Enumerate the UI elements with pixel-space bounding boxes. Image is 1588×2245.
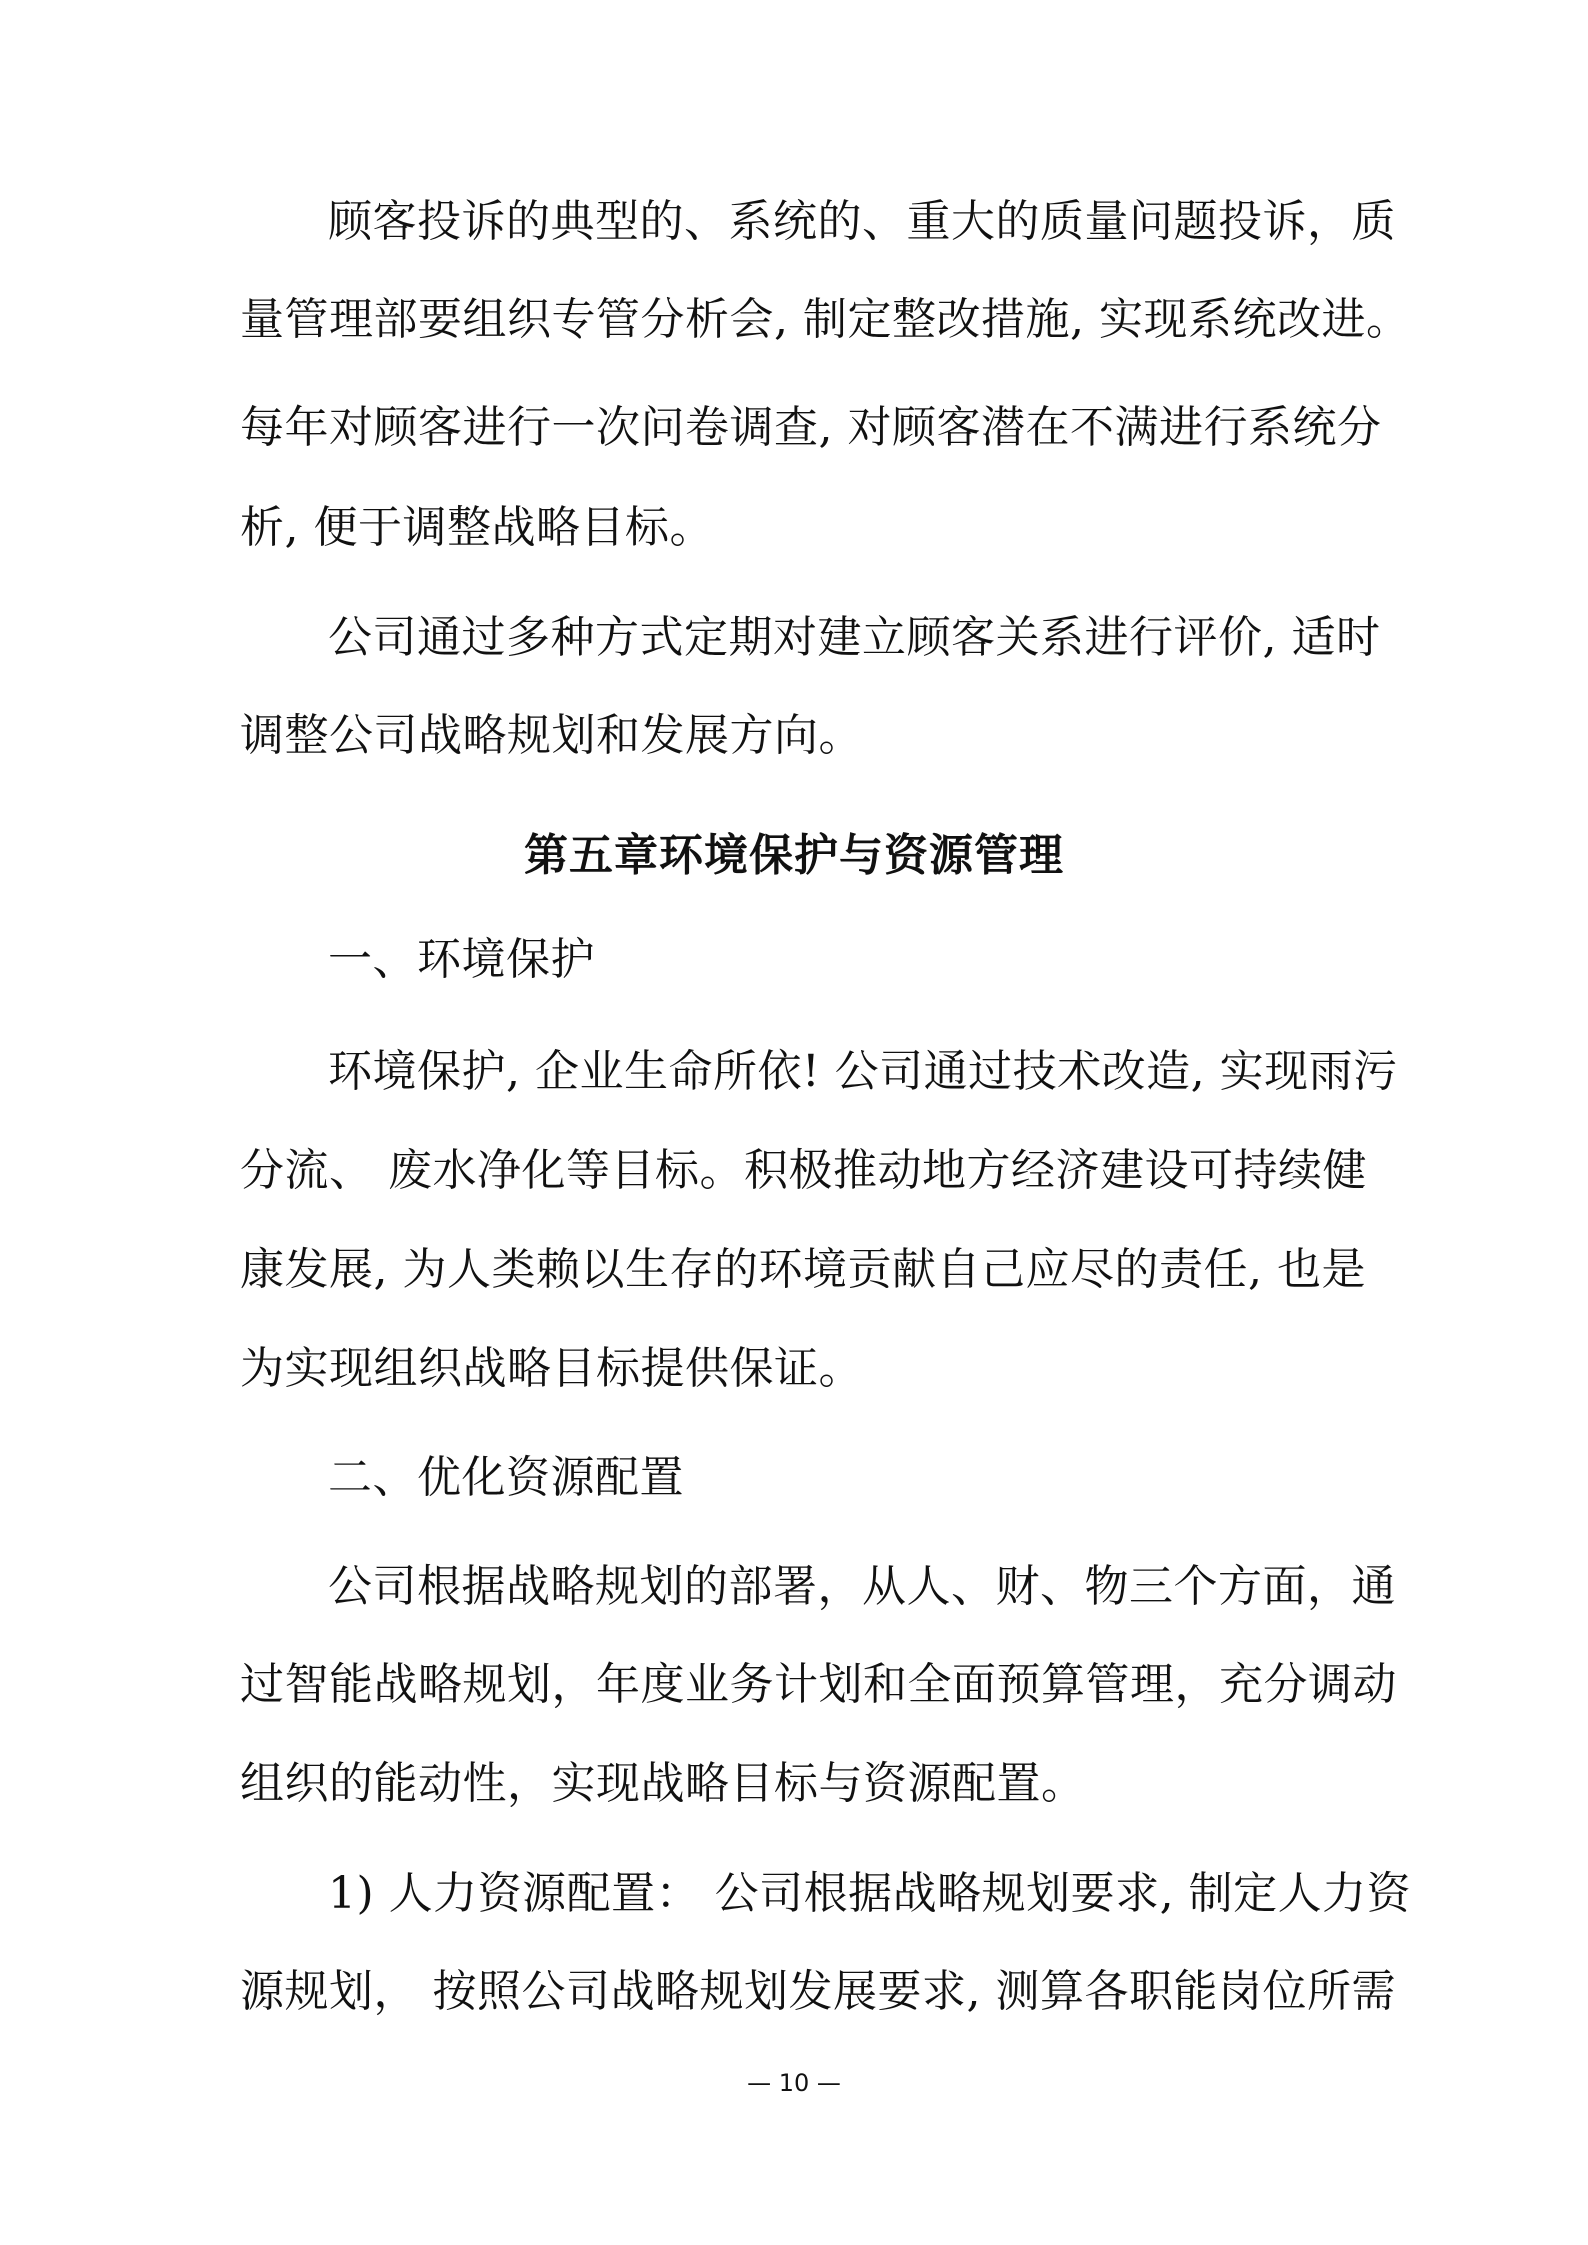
paragraph-line: 公司通过多种方式定期对建立顾客关系进行评价, 适时 [328,612,1381,663]
section-title: 二、优化资源配置 [328,1452,684,1503]
paragraph-line: 过智能战略规划，年度业务计划和全面预算管理，充分调动 [240,1659,1397,1710]
paragraph-line: 为实现组织战略目标提供保证。 [240,1343,863,1394]
section-title: 一、环境保护 [328,934,595,985]
chapter-title: 第五章环境保护与资源管理 [524,830,1064,881]
paragraph-line: 调整公司战略规划和发展方向。 [240,710,863,761]
paragraph-line: 析, 便于调整战略目标。 [240,502,714,553]
paragraph-line: 康发展, 为人类赖以生存的环境贡献自己应尽的责任, 也是 [240,1244,1366,1295]
paragraph-line: 分流、 废水净化等目标。积极推动地方经济建设可持续健 [240,1145,1367,1196]
paragraph-line: 1) 人力资源配置： 公司根据战略规划要求, 制定人力资 [328,1868,1412,1919]
paragraph-line: 公司根据战略规划的部署，从人、财、物三个方面，通 [328,1561,1396,1612]
paragraph-line: 每年对顾客进行一次问卷调查, 对顾客潜在不满进行系统分 [240,402,1382,453]
paragraph-line: 源规划， 按照公司战略规划发展要求, 测算各职能岗位所需 [240,1966,1396,2017]
paragraph-line: 顾客投诉的典型的、系统的、重大的质量问题投诉，质 [328,196,1396,247]
paragraph-line: 量管理部要组织专管分析会, 制定整改措施, 实现系统改进。 [240,294,1411,345]
paragraph-line: 组织的能动性，实现战略目标与资源配置。 [240,1758,1086,1809]
page-number: — 10 — [747,2069,841,2097]
paragraph-line: 环境保护, 企业生命所依! 公司通过技术改造, 实现雨污 [328,1046,1398,1097]
